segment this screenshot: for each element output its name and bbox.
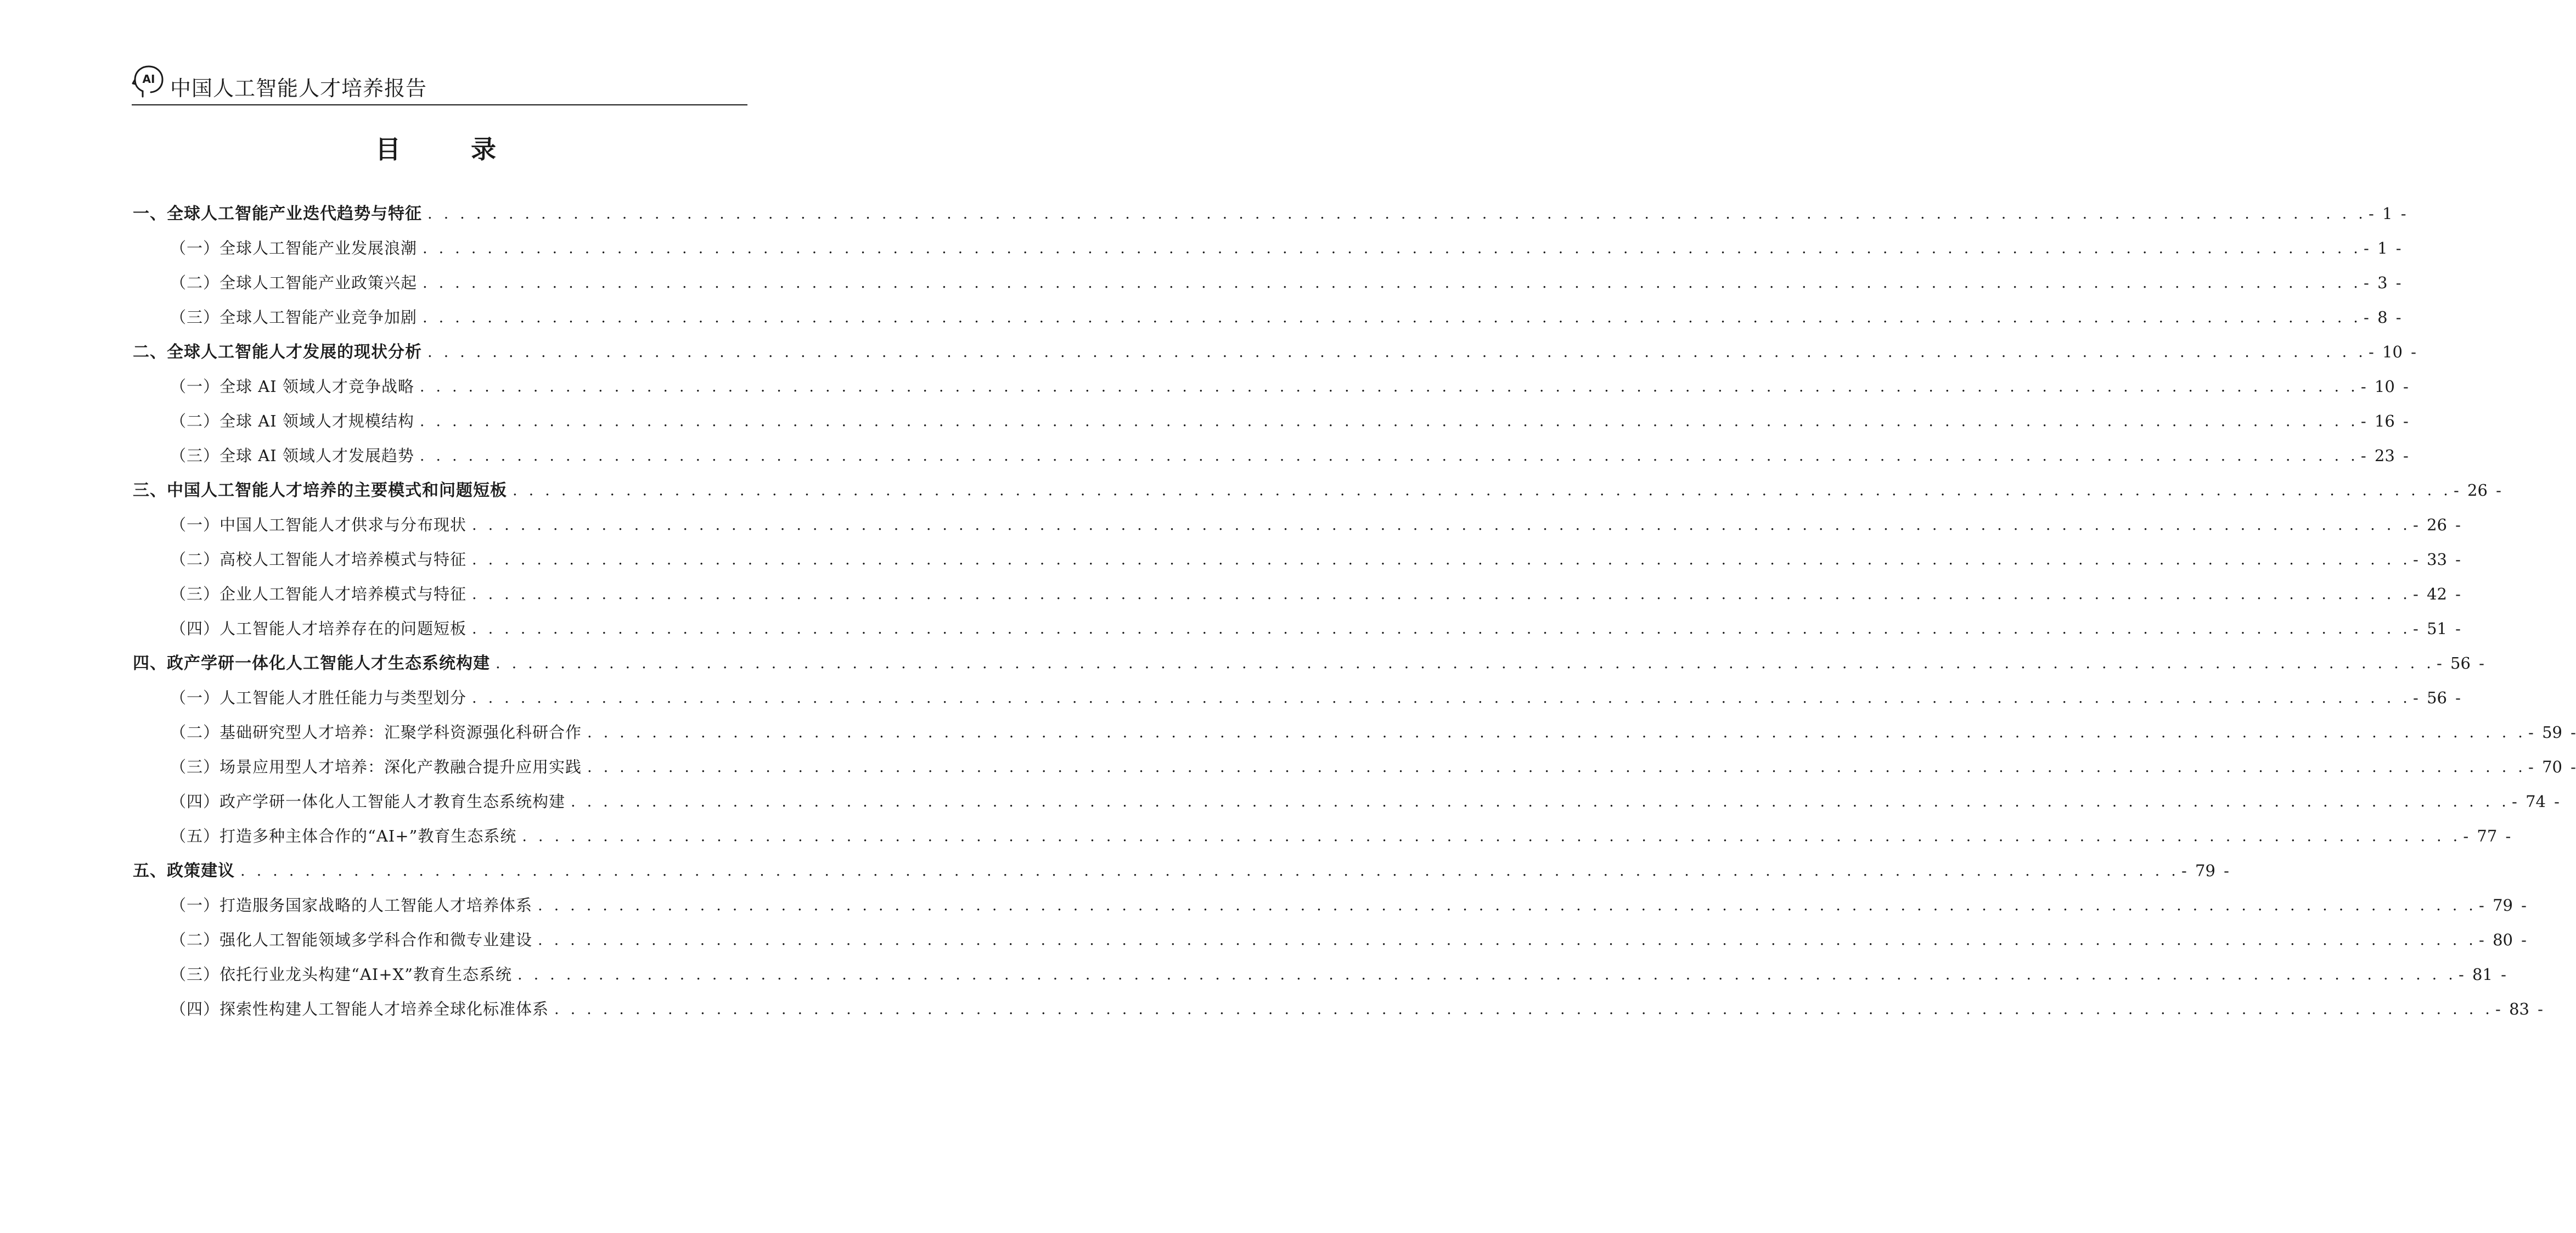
toc-dot-leader: . . . . . . . . . . . . . . . . . . . . . . . . . . . . . . . . . . . . . . . . . . . . . . . . . . . . . . . . . . . . . . . . . . . . . . . . . . . . . . . . . . . . . . . . . . . . . . . . . . . . . . . . . . . . . . . . . . . . . . . .	[513, 482, 2452, 499]
toc-page-number: - 77 -	[2463, 827, 2511, 845]
toc-dot-leader: . . . . . . . . . . . . . . . . . . . . . . . . . . . . . . . . . . . . . . . . . . . . . . . . . . . . . . . . . . . . . . . . . . . . . . . . . . . . . . . . . . . . . . . . . . . . . . . . . . . . . . . . . . . . . . . . . . . . . . . .	[587, 759, 2527, 776]
toc-section-entry[interactable]	[133, 612, 2461, 646]
toc-page-number: - 80 -	[2479, 931, 2527, 949]
toc-dot-leader: . . . . . . . . . . . . . . . . . . . . . . . . . . . . . . . . . . . . . . . . . . . . . . . . . . . . . . . . . . . . . . . . . . . . . . . . . . . . . . . . . . . . . . . . . . . . . . . . . . . . . . . . . . . . . . . . . . . . . . . .	[496, 655, 2435, 672]
toc-section-entry[interactable]	[133, 819, 2511, 854]
toc-entry-label: （四）政产学研一体化人工智能人才教育生态系统构建	[170, 792, 566, 811]
toc-dot-leader: . . . . . . . . . . . . . . . . . . . . . . . . . . . . . . . . . . . . . . . . . . . . . . . . . . . . . . . . . . . . . . . . . . . . . . . . . . . . . . . . . . . . . . . . . . . . . . . . . . . . . . . . . . . . . . . . . . . . . . . .	[428, 205, 2367, 222]
toc-page-number: - 74 -	[2512, 792, 2560, 811]
ai-head-logo-icon	[132, 64, 166, 100]
toc-entry-label: 二、全球人工智能人才发展的现状分析	[133, 342, 422, 362]
toc-entry-label: （五）打造多种主体合作的“AI+”教育生态系统	[170, 827, 517, 845]
toc-section-entry[interactable]	[133, 404, 2409, 439]
toc-dot-leader: . . . . . . . . . . . . . . . . . . . . . . . . . . . . . . . . . . . . . . . . . . . . . . . . . . . . . . . . . . . . . . . . . . . . . . . . . . . . . . . . . . . . . . . . . . . . . . . . . . . . . . . . . . . . . . . . . . . . . . . .	[472, 690, 2411, 707]
toc-page-number: - 79 -	[2479, 896, 2527, 915]
toc-section-entry[interactable]	[133, 715, 2576, 750]
toc-entry-label: 四、政产学研一体化人工智能人才生态系统构建	[133, 653, 490, 673]
toc-page-number: - 3 -	[2364, 273, 2401, 292]
toc-entry-label: （二）高校人工智能人才培养模式与特征	[170, 550, 467, 569]
toc-dot-leader: . . . . . . . . . . . . . . . . . . . . . . . . . . . . . . . . . . . . . . . . . . . . . . . . . . . . . . . . . . . . . . . . . . . . . . . . . . . . . . . . . . . . . . . . . . . . . . . . . . . . . . . . . . . . . . . . . . . . . . . .	[472, 586, 2411, 603]
toc-page-number: - 42 -	[2413, 585, 2461, 603]
toc-entry-label: （一）打造服务国家战略的人工智能人才培养体系	[170, 896, 533, 915]
toc-page-number: - 1 -	[2364, 239, 2401, 257]
toc-section-entry[interactable]	[133, 923, 2527, 957]
toc-section-entry[interactable]	[133, 992, 2543, 1027]
toc-page-number: - 83 -	[2495, 1000, 2543, 1018]
toc-dot-leader: . . . . . . . . . . . . . . . . . . . . . . . . . . . . . . . . . . . . . . . . . . . . . . . . . . . . . . . . . . . . . . . . . . . . . . . . . . . . . . . . . . . . . . . . . . . . . . . . . . . . . . . . . . . . . . . . . . . . . . . .	[419, 413, 2359, 430]
toc-page-number: - 26 -	[2454, 481, 2501, 500]
toc-entry-label: （三）全球人工智能产业竞争加剧	[170, 308, 418, 327]
toc-section-entry[interactable]	[133, 508, 2461, 542]
toc-page-number: - 79 -	[2181, 861, 2229, 880]
toc-page-number: - 70 -	[2528, 758, 2576, 776]
toc-page-number: - 10 -	[2369, 343, 2416, 361]
toc-page-number: - 51 -	[2413, 619, 2461, 638]
toc-dot-leader: . . . . . . . . . . . . . . . . . . . . . . . . . . . . . . . . . . . . . . . . . . . . . . . . . . . . . . . . . . . . . . . . . . . . . . . . . . . . . . . . . . . . . . . . . . . . . . . . . . . . . . . . . . . . . . . . . . . . . . . .	[240, 862, 2180, 879]
toc-entry-label: （二）全球人工智能产业政策兴起	[170, 273, 418, 292]
toc-chapter-entry[interactable]	[133, 646, 2484, 681]
toc-section-entry[interactable]	[133, 750, 2576, 784]
toc-section-entry[interactable]	[133, 577, 2461, 612]
toc-chapter-entry[interactable]	[133, 335, 2416, 369]
toc-dot-leader: . . . . . . . . . . . . . . . . . . . . . . . . . . . . . . . . . . . . . . . . . . . . . . . . . . . . . . . . . . . . . . . . . . . . . . . . . . . . . . . . . . . . . . . . . . . . . . . . . . . . . . . . . . . . . . . . . . . . . . . .	[423, 274, 2362, 292]
toc-dot-leader: . . . . . . . . . . . . . . . . . . . . . . . . . . . . . . . . . . . . . . . . . . . . . . . . . . . . . . . . . . . . . . . . . . . . . . . . . . . . . . . . . . . . . . . . . . . . . . . . . . . . . . . . . . . . . . . . . . . . . . . .	[419, 447, 2359, 464]
toc-dot-leader: . . . . . . . . . . . . . . . . . . . . . . . . . . . . . . . . . . . . . . . . . . . . . . . . . . . . . . . . . . . . . . . . . . . . . . . . . . . . . . . . . . . . . . . . . . . . . . . . . . . . . . . . . . . . . . . . . . . . . . . .	[472, 551, 2411, 568]
toc-dot-leader: . . . . . . . . . . . . . . . . . . . . . . . . . . . . . . . . . . . . . . . . . . . . . . . . . . . . . . . . . . . . . . . . . . . . . . . . . . . . . . . . . . . . . . . . . . . . . . . . . . . . . . . . . . . . . . . . . . . . . . . .	[518, 966, 2457, 983]
toc-dot-leader: . . . . . . . . . . . . . . . . . . . . . . . . . . . . . . . . . . . . . . . . . . . . . . . . . . . . . . . . . . . . . . . . . . . . . . . . . . . . . . . . . . . . . . . . . . . . . . . . . . . . . . . . . . . . . . . . . . . . . . . .	[423, 309, 2362, 326]
toc-entry-label: （二）基础研究型人才培养：汇聚学科资源强化科研合作	[170, 723, 582, 742]
toc-section-entry[interactable]	[133, 439, 2409, 473]
toc-entry-label: 三、中国人工智能人才培养的主要模式和问题短板	[133, 480, 507, 500]
toc-dot-leader: . . . . . . . . . . . . . . . . . . . . . . . . . . . . . . . . . . . . . . . . . . . . . . . . . . . . . . . . . . . . . . . . . . . . . . . . . . . . . . . . . . . . . . . . . . . . . . . . . . . . . . . . . . . . . . . . . . . . . . . .	[428, 344, 2367, 361]
toc-page-number: - 1 -	[2369, 204, 2406, 223]
toc-dot-leader: . . . . . . . . . . . . . . . . . . . . . . . . . . . . . . . . . . . . . . . . . . . . . . . . . . . . . . . . . . . . . . . . . . . . . . . . . . . . . . . . . . . . . . . . . . . . . . . . . . . . . . . . . . . . . . . . . . . . . . . .	[472, 517, 2411, 534]
toc-entry-label: （一）中国人工智能人才供求与分布现状	[170, 515, 467, 534]
toc-dot-leader: . . . . . . . . . . . . . . . . . . . . . . . . . . . . . . . . . . . . . . . . . . . . . . . . . . . . . . . . . . . . . . . . . . . . . . . . . . . . . . . . . . . . . . . . . . . . . . . . . . . . . . . . . . . . . . . . . . . . . . . .	[419, 378, 2359, 395]
toc-dot-leader: . . . . . . . . . . . . . . . . . . . . . . . . . . . . . . . . . . . . . . . . . . . . . . . . . . . . . . . . . . . . . . . . . . . . . . . . . . . . . . . . . . . . . . . . . . . . . . . . . . . . . . . . . . . . . . . . . . . . . . . .	[472, 620, 2411, 637]
toc-entry-label: （三）企业人工智能人才培养模式与特征	[170, 585, 467, 603]
toc-section-entry[interactable]	[133, 369, 2409, 404]
toc-page-number: - 16 -	[2360, 412, 2409, 430]
toc-dot-leader: . . . . . . . . . . . . . . . . . . . . . . . . . . . . . . . . . . . . . . . . . . . . . . . . . . . . . . . . . . . . . . . . . . . . . . . . . . . . . . . . . . . . . . . . . . . . . . . . . . . . . . . . . . . . . . . . . . . . . . . .	[522, 828, 2461, 845]
toc-page-number: - 10 -	[2360, 377, 2409, 396]
toc-dot-leader: . . . . . . . . . . . . . . . . . . . . . . . . . . . . . . . . . . . . . . . . . . . . . . . . . . . . . . . . . . . . . . . . . . . . . . . . . . . . . . . . . . . . . . . . . . . . . . . . . . . . . . . . . . . . . . . . . . . . . . . .	[423, 240, 2362, 257]
toc-entry-label: （三）依托行业龙头构建“AI+X”教育生态系统	[170, 965, 512, 984]
toc-dot-leader: . . . . . . . . . . . . . . . . . . . . . . . . . . . . . . . . . . . . . . . . . . . . . . . . . . . . . . . . . . . . . . . . . . . . . . . . . . . . . . . . . . . . . . . . . . . . . . . . . . . . . . . . . . . . . . . . . . . . . . . .	[538, 897, 2477, 914]
toc-entry-label: （三）全球 AI 领域人才发展趋势	[170, 446, 414, 465]
toc-section-entry[interactable]	[133, 231, 2401, 266]
toc-section-entry[interactable]	[133, 542, 2461, 577]
page-header	[132, 59, 747, 105]
toc-page-number: - 23 -	[2360, 446, 2409, 465]
toc-entry-label: （二）强化人工智能领域多学科合作和微专业建设	[170, 931, 533, 949]
toc-entry-label: （二）全球 AI 领域人才规模结构	[170, 412, 414, 430]
toc-page-number: - 56 -	[2413, 688, 2461, 707]
toc-dot-leader: . . . . . . . . . . . . . . . . . . . . . . . . . . . . . . . . . . . . . . . . . . . . . . . . . . . . . . . . . . . . . . . . . . . . . . . . . . . . . . . . . . . . . . . . . . . . . . . . . . . . . . . . . . . . . . . . . . . . . . . .	[571, 793, 2510, 810]
toc-section-entry[interactable]	[133, 266, 2401, 300]
toc-chapter-entry[interactable]	[133, 197, 2406, 231]
toc-entry-label: （一）全球人工智能产业发展浪潮	[170, 239, 418, 257]
report-title: 中国人工智能人才培养报告	[170, 76, 428, 100]
toc-section-entry[interactable]	[133, 957, 2506, 992]
toc-section-entry[interactable]	[133, 300, 2401, 335]
toc-entry-label: （一）全球 AI 领域人才竞争战略	[170, 377, 414, 396]
toc-chapter-entry[interactable]	[133, 473, 2501, 508]
toc-chapter-entry[interactable]	[133, 854, 2229, 888]
toc-page-number: - 59 -	[2528, 723, 2576, 742]
toc-page-number: - 56 -	[2437, 654, 2484, 672]
toc-entry-label: 一、全球人工智能产业迭代趋势与特征	[133, 204, 422, 223]
toc-dot-leader: . . . . . . . . . . . . . . . . . . . . . . . . . . . . . . . . . . . . . . . . . . . . . . . . . . . . . . . . . . . . . . . . . . . . . . . . . . . . . . . . . . . . . . . . . . . . . . . . . . . . . . . . . . . . . . . . . . . . . . . .	[587, 724, 2527, 741]
toc-entry-label: （三）场景应用型人才培养：深化产教融合提升应用实践	[170, 758, 582, 776]
toc-entry-label: 五、政策建议	[133, 861, 235, 881]
toc-page-number: - 26 -	[2413, 515, 2461, 534]
logo-text: AI	[142, 72, 155, 86]
toc-page-number: - 33 -	[2413, 550, 2461, 569]
toc-section-entry[interactable]	[133, 784, 2560, 819]
toc-page-number: - 81 -	[2459, 965, 2506, 984]
toc-entry-label: （四）人工智能人才培养存在的问题短板	[170, 619, 467, 638]
toc-section-entry[interactable]	[133, 888, 2527, 923]
toc-page-number: - 8 -	[2364, 308, 2401, 327]
toc-section-entry[interactable]	[133, 681, 2461, 715]
toc-entry-label: （一）人工智能人才胜任能力与类型划分	[170, 688, 467, 707]
toc-heading: 目 录	[375, 134, 527, 164]
toc-dot-leader: . . . . . . . . . . . . . . . . . . . . . . . . . . . . . . . . . . . . . . . . . . . . . . . . . . . . . . . . . . . . . . . . . . . . . . . . . . . . . . . . . . . . . . . . . . . . . . . . . . . . . . . . . . . . . . . . . . . . . . . .	[538, 932, 2477, 949]
table-of-contents	[133, 197, 2576, 1027]
toc-entry-label: （四）探索性构建人工智能人才培养全球化标准体系	[170, 1000, 549, 1018]
toc-dot-leader: . . . . . . . . . . . . . . . . . . . . . . . . . . . . . . . . . . . . . . . . . . . . . . . . . . . . . . . . . . . . . . . . . . . . . . . . . . . . . . . . . . . . . . . . . . . . . . . . . . . . . . . . . . . . . . . . . . . . . . . .	[554, 1001, 2494, 1018]
